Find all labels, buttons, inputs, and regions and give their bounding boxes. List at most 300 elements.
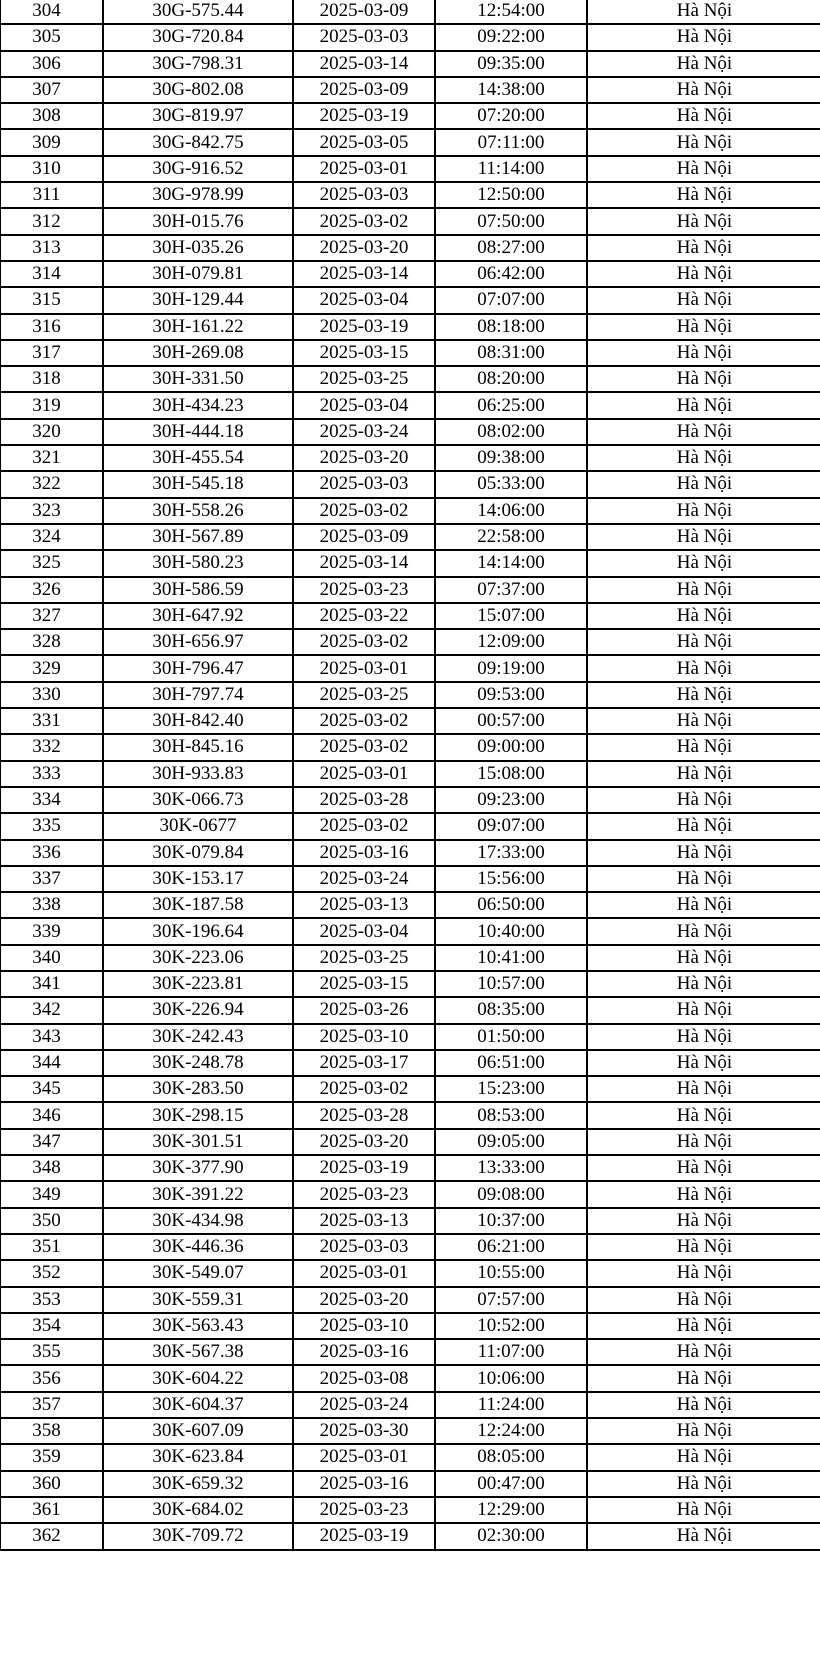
- license-plate-cell: 30K-623.84: [103, 1444, 293, 1470]
- time-cell: 09:23:00: [435, 787, 587, 813]
- license-plate-cell: 30K-607.09: [103, 1418, 293, 1444]
- table-row: [0, 1260, 820, 1286]
- time-cell: 05:33:00: [435, 471, 587, 497]
- date-cell: 2025-03-09: [293, 524, 435, 550]
- row-number-cell: 351: [0, 1234, 103, 1260]
- table-row: [0, 445, 820, 471]
- license-plate-cell: 30K-298.15: [103, 1102, 293, 1128]
- location-cell: Hà Nội: [587, 1471, 820, 1497]
- row-number-cell: 350: [0, 1208, 103, 1234]
- table-row: [0, 1339, 820, 1365]
- table-row: [0, 314, 820, 340]
- license-plate-cell: 30H-129.44: [103, 287, 293, 313]
- table-row: [0, 577, 820, 603]
- date-cell: 2025-03-28: [293, 787, 435, 813]
- row-number-cell: 315: [0, 287, 103, 313]
- license-plate-cell: 30K-604.37: [103, 1392, 293, 1418]
- row-number-cell: 354: [0, 1313, 103, 1339]
- time-cell: 09:38:00: [435, 445, 587, 471]
- license-plate-cell: 30K-604.22: [103, 1365, 293, 1391]
- date-cell: 2025-03-15: [293, 971, 435, 997]
- table-row: [0, 156, 820, 182]
- time-cell: 08:02:00: [435, 419, 587, 445]
- location-cell: Hà Nội: [587, 1129, 820, 1155]
- license-plate-cell: 30K-066.73: [103, 787, 293, 813]
- location-cell: Hà Nội: [587, 840, 820, 866]
- location-cell: Hà Nội: [587, 24, 820, 50]
- row-number-cell: 349: [0, 1181, 103, 1207]
- time-cell: 00:47:00: [435, 1471, 587, 1497]
- license-plate-cell: 30H-545.18: [103, 471, 293, 497]
- row-number-cell: 353: [0, 1287, 103, 1313]
- table-row: [0, 550, 820, 576]
- table-row: [0, 918, 820, 944]
- row-number-cell: 345: [0, 1076, 103, 1102]
- date-cell: 2025-03-16: [293, 1339, 435, 1365]
- table-row: [0, 235, 820, 261]
- date-cell: 2025-03-03: [293, 1234, 435, 1260]
- time-cell: 15:07:00: [435, 603, 587, 629]
- license-plate-cell: 30G-916.52: [103, 156, 293, 182]
- license-plate-cell: 30G-842.75: [103, 129, 293, 155]
- location-cell: Hà Nội: [587, 392, 820, 418]
- table-row: [0, 892, 820, 918]
- row-number-cell: 311: [0, 182, 103, 208]
- location-cell: Hà Nội: [587, 1181, 820, 1207]
- table-row: [0, 208, 820, 234]
- row-number-cell: 327: [0, 603, 103, 629]
- location-cell: Hà Nội: [587, 945, 820, 971]
- row-number-cell: 317: [0, 340, 103, 366]
- time-cell: 12:50:00: [435, 182, 587, 208]
- license-plate-cell: 30K-223.81: [103, 971, 293, 997]
- license-plate-cell: 30K-434.98: [103, 1208, 293, 1234]
- location-cell: Hà Nội: [587, 629, 820, 655]
- license-plate-cell: 30K-301.51: [103, 1129, 293, 1155]
- location-cell: Hà Nội: [587, 1050, 820, 1076]
- time-cell: 09:22:00: [435, 24, 587, 50]
- date-cell: 2025-03-26: [293, 997, 435, 1023]
- row-number-cell: 356: [0, 1365, 103, 1391]
- row-number-cell: 320: [0, 419, 103, 445]
- row-number-cell: 341: [0, 971, 103, 997]
- date-cell: 2025-03-02: [293, 629, 435, 655]
- table-row: [0, 1444, 820, 1470]
- license-plate-cell: 30K-0677: [103, 813, 293, 839]
- time-cell: 15:56:00: [435, 866, 587, 892]
- date-cell: 2025-03-02: [293, 708, 435, 734]
- table-row: [0, 655, 820, 681]
- row-number-cell: 343: [0, 1024, 103, 1050]
- license-plate-cell: 30K-709.72: [103, 1523, 293, 1549]
- date-cell: 2025-03-13: [293, 892, 435, 918]
- location-cell: Hà Nội: [587, 577, 820, 603]
- location-cell: Hà Nội: [587, 287, 820, 313]
- time-cell: 09:53:00: [435, 682, 587, 708]
- table-row: [0, 1050, 820, 1076]
- date-cell: 2025-03-16: [293, 1471, 435, 1497]
- time-cell: 12:54:00: [435, 0, 587, 24]
- row-number-cell: 318: [0, 366, 103, 392]
- date-cell: 2025-03-09: [293, 0, 435, 24]
- time-cell: 09:00:00: [435, 734, 587, 760]
- row-number-cell: 310: [0, 156, 103, 182]
- date-cell: 2025-03-24: [293, 419, 435, 445]
- time-cell: 08:20:00: [435, 366, 587, 392]
- date-cell: 2025-03-04: [293, 392, 435, 418]
- table-row: [0, 1024, 820, 1050]
- license-plate-cell: 30K-377.90: [103, 1155, 293, 1181]
- license-plate-cell: 30K-559.31: [103, 1287, 293, 1313]
- row-number-cell: 361: [0, 1497, 103, 1523]
- table-row: [0, 734, 820, 760]
- license-plate-cell: 30H-586.59: [103, 577, 293, 603]
- location-cell: Hà Nội: [587, 1313, 820, 1339]
- date-cell: 2025-03-03: [293, 24, 435, 50]
- location-cell: Hà Nội: [587, 1339, 820, 1365]
- time-cell: 09:08:00: [435, 1181, 587, 1207]
- time-cell: 09:35:00: [435, 51, 587, 77]
- location-cell: Hà Nội: [587, 813, 820, 839]
- time-cell: 07:20:00: [435, 103, 587, 129]
- time-cell: 10:40:00: [435, 918, 587, 944]
- row-number-cell: 326: [0, 577, 103, 603]
- table-row: [0, 419, 820, 445]
- license-plate-cell: 30H-797.74: [103, 682, 293, 708]
- location-cell: Hà Nội: [587, 1024, 820, 1050]
- time-cell: 15:08:00: [435, 761, 587, 787]
- license-plate-cell: 30K-549.07: [103, 1260, 293, 1286]
- time-cell: 10:55:00: [435, 1260, 587, 1286]
- date-cell: 2025-03-23: [293, 577, 435, 603]
- license-plate-cell: 30H-079.81: [103, 261, 293, 287]
- license-plate-cell: 30H-269.08: [103, 340, 293, 366]
- table-row: [0, 1076, 820, 1102]
- license-plate-cell: 30H-567.89: [103, 524, 293, 550]
- row-number-cell: 347: [0, 1129, 103, 1155]
- date-cell: 2025-03-20: [293, 235, 435, 261]
- table-row: [0, 1365, 820, 1391]
- time-cell: 10:37:00: [435, 1208, 587, 1234]
- license-plate-cell: 30K-659.32: [103, 1471, 293, 1497]
- table-row: [0, 1471, 820, 1497]
- date-cell: 2025-03-05: [293, 129, 435, 155]
- row-number-cell: 339: [0, 918, 103, 944]
- date-cell: 2025-03-19: [293, 103, 435, 129]
- date-cell: 2025-03-08: [293, 1365, 435, 1391]
- license-plate-cell: 30K-283.50: [103, 1076, 293, 1102]
- license-plate-cell: 30H-796.47: [103, 655, 293, 681]
- license-plate-cell: 30H-558.26: [103, 498, 293, 524]
- table-row: [0, 182, 820, 208]
- license-plate-cell: 30G-802.08: [103, 77, 293, 103]
- date-cell: 2025-03-25: [293, 945, 435, 971]
- table-row: [0, 0, 820, 24]
- table-row: [0, 498, 820, 524]
- location-cell: Hà Nội: [587, 1076, 820, 1102]
- time-cell: 06:50:00: [435, 892, 587, 918]
- date-cell: 2025-03-20: [293, 445, 435, 471]
- time-cell: 08:18:00: [435, 314, 587, 340]
- table-row: [0, 366, 820, 392]
- date-cell: 2025-03-19: [293, 314, 435, 340]
- time-cell: 12:29:00: [435, 1497, 587, 1523]
- location-cell: Hà Nội: [587, 1287, 820, 1313]
- table-row: [0, 945, 820, 971]
- row-number-cell: 338: [0, 892, 103, 918]
- date-cell: 2025-03-10: [293, 1024, 435, 1050]
- location-cell: Hà Nội: [587, 1234, 820, 1260]
- license-plate-cell: 30K-242.43: [103, 1024, 293, 1050]
- time-cell: 09:19:00: [435, 655, 587, 681]
- license-plate-cell: 30H-161.22: [103, 314, 293, 340]
- date-cell: 2025-03-02: [293, 813, 435, 839]
- row-number-cell: 313: [0, 235, 103, 261]
- row-number-cell: 332: [0, 734, 103, 760]
- row-number-cell: 359: [0, 1444, 103, 1470]
- time-cell: 02:30:00: [435, 1523, 587, 1549]
- location-cell: Hà Nội: [587, 1523, 820, 1549]
- row-number-cell: 330: [0, 682, 103, 708]
- row-number-cell: 323: [0, 498, 103, 524]
- table-row: [0, 1523, 820, 1549]
- location-cell: Hà Nội: [587, 866, 820, 892]
- time-cell: 07:11:00: [435, 129, 587, 155]
- table-row: [0, 1497, 820, 1523]
- license-plate-cell: 30G-798.31: [103, 51, 293, 77]
- time-cell: 08:27:00: [435, 235, 587, 261]
- date-cell: 2025-03-19: [293, 1523, 435, 1549]
- location-cell: Hà Nội: [587, 0, 820, 24]
- table-row: [0, 1313, 820, 1339]
- table-row: [0, 708, 820, 734]
- date-cell: 2025-03-03: [293, 182, 435, 208]
- location-cell: Hà Nội: [587, 103, 820, 129]
- license-plate-cell: 30H-331.50: [103, 366, 293, 392]
- license-plate-cell: 30G-575.44: [103, 0, 293, 24]
- time-cell: 10:41:00: [435, 945, 587, 971]
- date-cell: 2025-03-17: [293, 1050, 435, 1076]
- location-cell: Hà Nội: [587, 708, 820, 734]
- date-cell: 2025-03-01: [293, 156, 435, 182]
- time-cell: 13:33:00: [435, 1155, 587, 1181]
- time-cell: 00:57:00: [435, 708, 587, 734]
- date-cell: 2025-03-14: [293, 550, 435, 576]
- row-number-cell: 362: [0, 1523, 103, 1549]
- time-cell: 06:51:00: [435, 1050, 587, 1076]
- row-number-cell: 340: [0, 945, 103, 971]
- time-cell: 08:31:00: [435, 340, 587, 366]
- date-cell: 2025-03-24: [293, 866, 435, 892]
- row-number-cell: 357: [0, 1392, 103, 1418]
- location-cell: Hà Nội: [587, 498, 820, 524]
- row-number-cell: 352: [0, 1260, 103, 1286]
- license-plate-cell: 30H-647.92: [103, 603, 293, 629]
- row-number-cell: 321: [0, 445, 103, 471]
- table-row: [0, 603, 820, 629]
- location-cell: Hà Nội: [587, 734, 820, 760]
- date-cell: 2025-03-10: [293, 1313, 435, 1339]
- table-row: [0, 340, 820, 366]
- location-cell: Hà Nội: [587, 1444, 820, 1470]
- location-cell: Hà Nội: [587, 156, 820, 182]
- license-plate-cell: 30K-391.22: [103, 1181, 293, 1207]
- time-cell: 12:24:00: [435, 1418, 587, 1444]
- date-cell: 2025-03-25: [293, 682, 435, 708]
- location-cell: Hà Nội: [587, 1208, 820, 1234]
- location-cell: Hà Nội: [587, 235, 820, 261]
- time-cell: 11:24:00: [435, 1392, 587, 1418]
- table-row: [0, 1287, 820, 1313]
- time-cell: 14:38:00: [435, 77, 587, 103]
- date-cell: 2025-03-22: [293, 603, 435, 629]
- table-row: [0, 1392, 820, 1418]
- date-cell: 2025-03-02: [293, 734, 435, 760]
- row-number-cell: 333: [0, 761, 103, 787]
- table-row: [0, 524, 820, 550]
- location-cell: Hà Nội: [587, 1392, 820, 1418]
- row-number-cell: 336: [0, 840, 103, 866]
- location-cell: Hà Nội: [587, 524, 820, 550]
- time-cell: 07:37:00: [435, 577, 587, 603]
- license-plate-cell: 30H-434.23: [103, 392, 293, 418]
- row-number-cell: 358: [0, 1418, 103, 1444]
- license-plate-cell: 30H-842.40: [103, 708, 293, 734]
- row-number-cell: 304: [0, 0, 103, 24]
- table-row: [0, 761, 820, 787]
- table-row: [0, 840, 820, 866]
- date-cell: 2025-03-23: [293, 1181, 435, 1207]
- table-row: [0, 1418, 820, 1444]
- time-cell: 09:07:00: [435, 813, 587, 839]
- table-row: [0, 1208, 820, 1234]
- date-cell: 2025-03-02: [293, 498, 435, 524]
- date-cell: 2025-03-20: [293, 1287, 435, 1313]
- license-plate-cell: 30K-446.36: [103, 1234, 293, 1260]
- time-cell: 22:58:00: [435, 524, 587, 550]
- row-number-cell: 316: [0, 314, 103, 340]
- license-plate-cell: 30K-153.17: [103, 866, 293, 892]
- location-cell: Hà Nội: [587, 892, 820, 918]
- location-cell: Hà Nội: [587, 1102, 820, 1128]
- location-cell: Hà Nội: [587, 261, 820, 287]
- table-row: [0, 1102, 820, 1128]
- location-cell: Hà Nội: [587, 182, 820, 208]
- table-row: [0, 1155, 820, 1181]
- license-plate-cell: 30K-223.06: [103, 945, 293, 971]
- date-cell: 2025-03-14: [293, 51, 435, 77]
- location-cell: Hà Nội: [587, 1260, 820, 1286]
- row-number-cell: 344: [0, 1050, 103, 1076]
- date-cell: 2025-03-09: [293, 77, 435, 103]
- table-row: [0, 629, 820, 655]
- row-number-cell: 319: [0, 392, 103, 418]
- row-number-cell: 312: [0, 208, 103, 234]
- license-plate-cell: 30H-444.18: [103, 419, 293, 445]
- license-plate-cell: 30K-187.58: [103, 892, 293, 918]
- table-row: [0, 471, 820, 497]
- date-cell: 2025-03-24: [293, 1392, 435, 1418]
- date-cell: 2025-03-01: [293, 655, 435, 681]
- row-number-cell: 355: [0, 1339, 103, 1365]
- table-row: [0, 287, 820, 313]
- date-cell: 2025-03-01: [293, 1260, 435, 1286]
- table-row: [0, 77, 820, 103]
- location-cell: Hà Nội: [587, 1365, 820, 1391]
- location-cell: Hà Nội: [587, 682, 820, 708]
- row-number-cell: 328: [0, 629, 103, 655]
- license-plate-cell: 30H-933.83: [103, 761, 293, 787]
- row-number-cell: 324: [0, 524, 103, 550]
- table-row: [0, 1181, 820, 1207]
- date-cell: 2025-03-01: [293, 1444, 435, 1470]
- time-cell: 06:21:00: [435, 1234, 587, 1260]
- table-row: [0, 682, 820, 708]
- time-cell: 11:14:00: [435, 156, 587, 182]
- time-cell: 17:33:00: [435, 840, 587, 866]
- location-cell: Hà Nội: [587, 971, 820, 997]
- time-cell: 15:23:00: [435, 1076, 587, 1102]
- location-cell: Hà Nội: [587, 419, 820, 445]
- location-cell: Hà Nội: [587, 1497, 820, 1523]
- date-cell: 2025-03-19: [293, 1155, 435, 1181]
- license-plate-cell: 30K-567.38: [103, 1339, 293, 1365]
- location-cell: Hà Nội: [587, 77, 820, 103]
- row-number-cell: 325: [0, 550, 103, 576]
- time-cell: 06:42:00: [435, 261, 587, 287]
- time-cell: 08:53:00: [435, 1102, 587, 1128]
- table-row: [0, 866, 820, 892]
- license-plate-cell: 30G-720.84: [103, 24, 293, 50]
- date-cell: 2025-03-02: [293, 1076, 435, 1102]
- time-cell: 09:05:00: [435, 1129, 587, 1155]
- row-number-cell: 305: [0, 24, 103, 50]
- location-cell: Hà Nội: [587, 471, 820, 497]
- location-cell: Hà Nội: [587, 997, 820, 1023]
- row-number-cell: 331: [0, 708, 103, 734]
- date-cell: 2025-03-25: [293, 366, 435, 392]
- row-number-cell: 309: [0, 129, 103, 155]
- row-number-cell: 307: [0, 77, 103, 103]
- date-cell: 2025-03-30: [293, 1418, 435, 1444]
- time-cell: 01:50:00: [435, 1024, 587, 1050]
- license-plate-cell: 30H-656.97: [103, 629, 293, 655]
- table-row: [0, 392, 820, 418]
- location-cell: Hà Nội: [587, 655, 820, 681]
- date-cell: 2025-03-02: [293, 208, 435, 234]
- license-plate-cell: 30G-819.97: [103, 103, 293, 129]
- row-number-cell: 346: [0, 1102, 103, 1128]
- row-number-cell: 306: [0, 51, 103, 77]
- location-cell: Hà Nội: [587, 314, 820, 340]
- table-row: [0, 813, 820, 839]
- location-cell: Hà Nội: [587, 208, 820, 234]
- date-cell: 2025-03-28: [293, 1102, 435, 1128]
- date-cell: 2025-03-13: [293, 1208, 435, 1234]
- location-cell: Hà Nội: [587, 603, 820, 629]
- location-cell: Hà Nội: [587, 445, 820, 471]
- license-plate-cell: 30K-563.43: [103, 1313, 293, 1339]
- row-number-cell: 360: [0, 1471, 103, 1497]
- table-row: [0, 997, 820, 1023]
- time-cell: 14:14:00: [435, 550, 587, 576]
- time-cell: 14:06:00: [435, 498, 587, 524]
- date-cell: 2025-03-15: [293, 340, 435, 366]
- time-cell: 08:05:00: [435, 1444, 587, 1470]
- date-cell: 2025-03-03: [293, 471, 435, 497]
- license-plate-cell: 30K-226.94: [103, 997, 293, 1023]
- location-cell: Hà Nội: [587, 366, 820, 392]
